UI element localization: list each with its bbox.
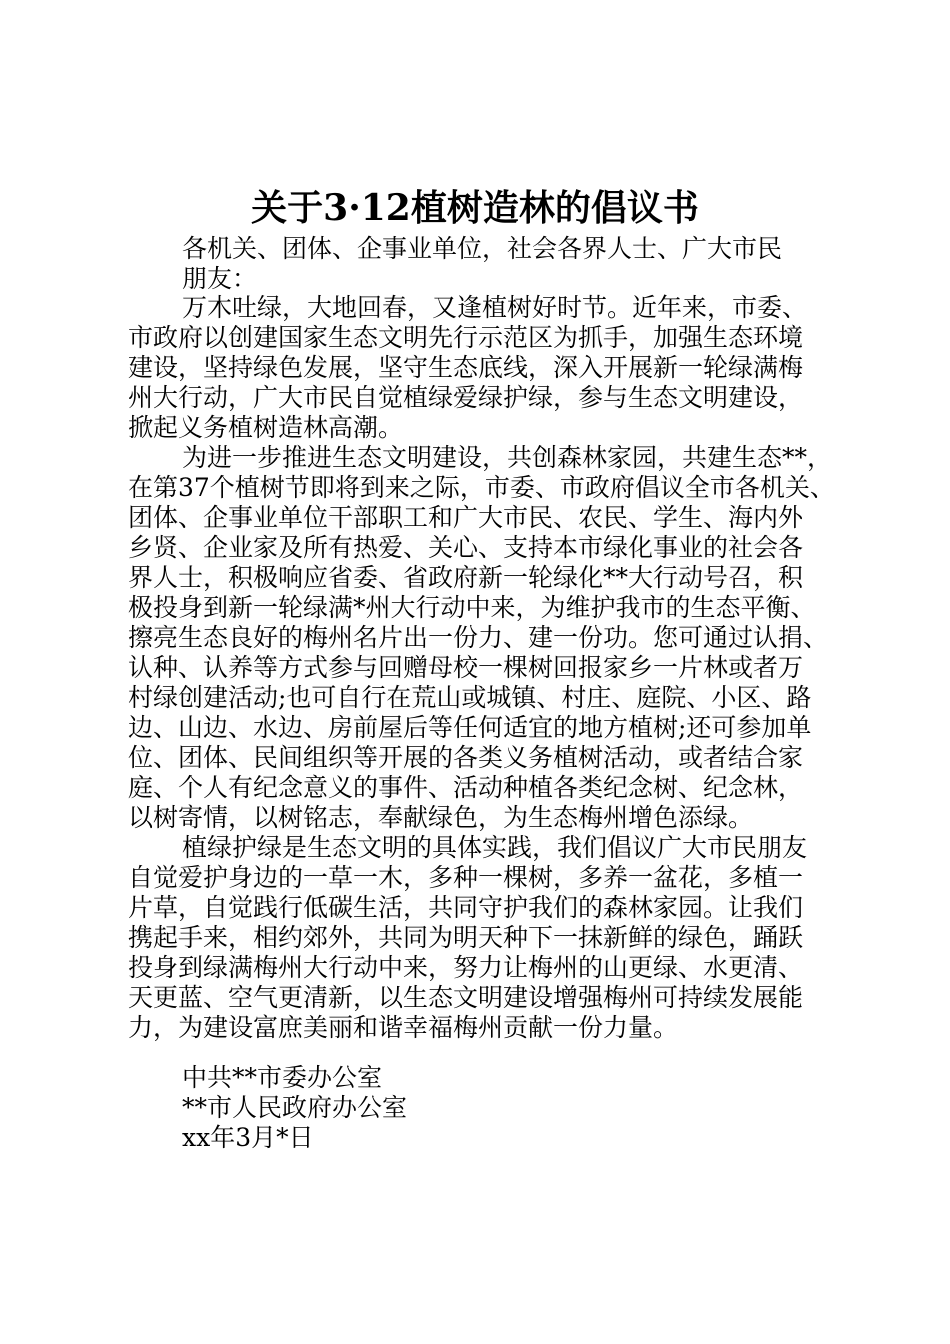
- text-line: 边、山边、水边、房前屋后等任何适宜的地方植树;还可参加单: [128, 713, 812, 742]
- text-line: 为进一步推进生态文明建设，共创森林家园，共建生态**，: [182, 443, 833, 472]
- text-line: 认种、认养等方式参与回赠母校一棵树回报家乡一片林或者万: [128, 653, 804, 682]
- signature-line: **市人民政府办公室: [182, 1093, 408, 1122]
- text-line: 各机关、团体、企事业单位，社会各界人士、广大市民: [182, 234, 783, 263]
- text-line: 村绿创建活动;也可自行在荒山或城镇、村庄、庭院、小区、路: [128, 683, 812, 712]
- text-line: 天更蓝、空气更清新，以生态文明建设增强梅州可持续发展能: [128, 983, 804, 1012]
- text-line: 万木吐绿，大地回春，又逢植树好时节。近年来，市委、: [182, 293, 808, 322]
- text-line: 投身到绿满梅州大行动中来，努力让梅州的山更绿、水更清、: [128, 953, 804, 982]
- text-line: 掀起义务植树造林高潮。: [128, 413, 404, 442]
- text-line: 庭、个人有纪念意义的事件、活动种植各类纪念树、纪念林，: [128, 773, 804, 802]
- text-line: 朋友：: [182, 264, 258, 293]
- text-line: 团体、企事业单位干部职工和广大市民、农民、学生、海内外: [128, 503, 804, 532]
- text-line: 建设，坚持绿色发展，坚守生态底线，深入开展新一轮绿满梅: [128, 353, 804, 382]
- text-line: 力，为建设富庶美丽和谐幸福梅州贡献一份力量。: [128, 1013, 679, 1042]
- text-line: 自觉爱护身边的一草一木，多种一棵树，多养一盆花，多植一: [128, 863, 804, 892]
- text-line: 植绿护绿是生态文明的具体实践，我们倡议广大市民朋友: [182, 833, 808, 862]
- date-line: xx年3月*日: [182, 1123, 314, 1152]
- text-line: 位、团体、民间组织等开展的各类义务植树活动，或者结合家: [128, 743, 804, 772]
- text-line: 州大行动，广大市民自觉植绿爱绿护绿，参与生态文明建设，: [128, 383, 804, 412]
- text-line: 在第37个植树节即将到来之际，市委、市政府倡议全市各机关、: [128, 473, 835, 502]
- text-line: 市政府以创建国家生态文明先行示范区为抓手，加强生态环境: [128, 323, 804, 352]
- text-line: 擦亮生态良好的梅州名片出一份力、建一份功。您可通过认捐、: [128, 623, 829, 652]
- signature-line: 中共**市委办公室: [182, 1063, 383, 1092]
- text-line: 片草，自觉践行低碳生活，共同守护我们的森林家园。让我们: [128, 893, 804, 922]
- text-line: 携起手来，相约郊外，共同为明天种下一抹新鲜的绿色，踊跃: [128, 923, 804, 952]
- text-line: 界人士，积极响应省委、省政府新一轮绿化**大行动号召，积: [128, 563, 804, 592]
- document-title: 关于3·12植树造林的倡议书: [251, 187, 699, 229]
- text-line: 极投身到新一轮绿满*州大行动中来，为维护我市的生态平衡、: [128, 593, 816, 622]
- text-line: 以树寄情，以树铭志，奉献绿色，为生态梅州增色添绿。: [128, 803, 754, 832]
- text-line: 乡贤、企业家及所有热爱、关心、支持本市绿化事业的社会各: [128, 533, 804, 562]
